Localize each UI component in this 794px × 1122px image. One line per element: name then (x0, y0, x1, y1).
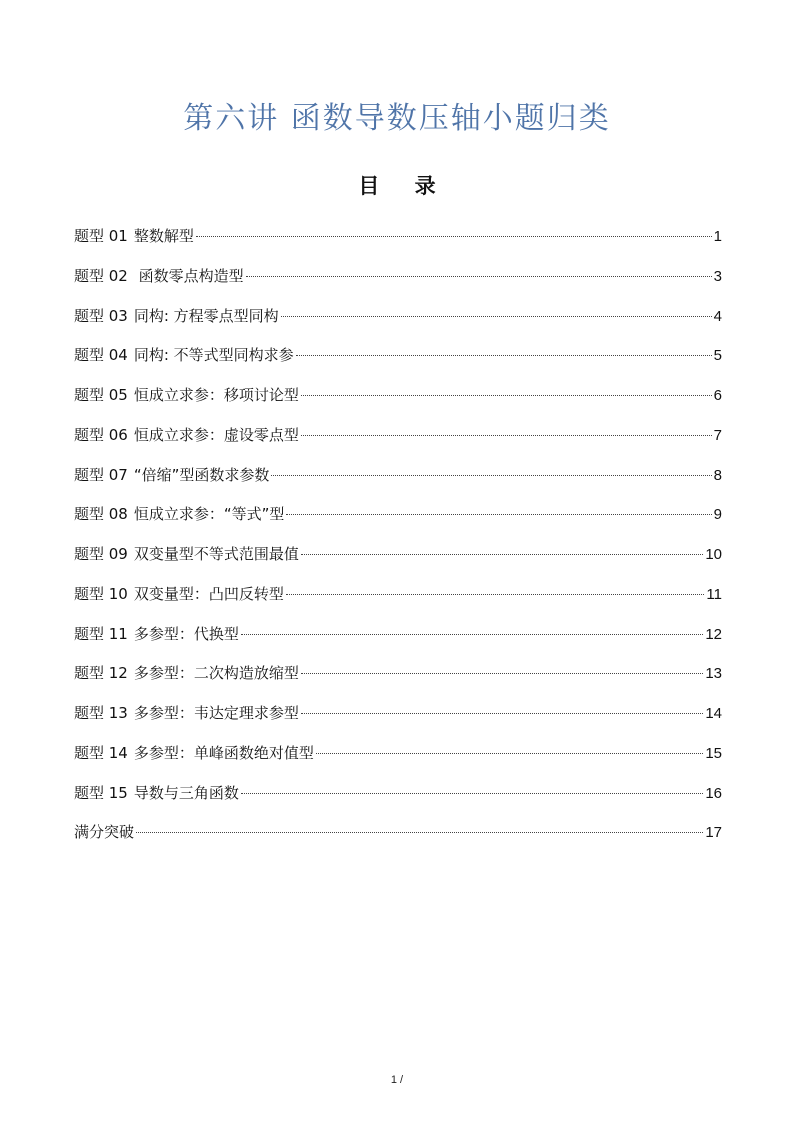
toc-page-number: 7 (713, 426, 722, 444)
toc-entry-tag: 题型 14 (74, 743, 128, 762)
toc-page-number: 3 (713, 267, 722, 285)
toc-leader-dots (301, 673, 703, 674)
toc-entry-tag: 题型 07 (74, 465, 128, 484)
toc-entry-label (74, 540, 299, 568)
toc-leader-dots (301, 713, 703, 714)
toc-leader-dots (281, 316, 712, 317)
toc-leader-dots (271, 475, 711, 476)
toc-entry-10[interactable] (74, 580, 722, 620)
document-title: 第六讲 函数导数压轴小题归类 (183, 101, 611, 136)
toc-entry-02[interactable] (74, 262, 722, 302)
toc-entry-tag: 题型 09 (74, 545, 128, 563)
toc-heading: 目 录 (358, 173, 450, 198)
toc-leader-dots (301, 554, 703, 555)
toc-leader-dots (196, 236, 712, 237)
toc-entry-text: 函数零点构造型 (133, 266, 244, 285)
toc-entry-06[interactable] (74, 421, 722, 461)
toc-entry-text: 同构: 方程零点型同构 (133, 306, 279, 325)
toc-entry-tag: 题型 03 (74, 306, 128, 325)
toc-entry-label (74, 222, 194, 250)
toc-entry-04[interactable] (74, 341, 722, 381)
toc-entry-tag: 题型 10 (74, 584, 128, 603)
toc-entry-tag: 题型 08 (74, 505, 128, 524)
toc-entry-text: 双变量型不等式范围最值 (133, 545, 299, 563)
toc-entry-text: 多参型：韦达定理求参型 (133, 704, 299, 722)
toc-entry-text: 同构: 不等式型同构求参 (133, 346, 294, 365)
toc-page-number: 1 (713, 228, 722, 245)
toc-leader-dots (241, 793, 703, 794)
toc-entry-text: 整数解型 (133, 227, 194, 245)
toc-page-number: 17 (705, 824, 722, 842)
toc-entry-13[interactable] (74, 699, 722, 739)
toc-entry-tag: 题型 04 (74, 346, 128, 365)
toc-leader-dots (286, 514, 711, 515)
toc-leader-dots (241, 634, 703, 635)
toc-entry-text: “倍缩”型函数求参数 (133, 465, 270, 484)
page-footer-number: 1 / (390, 1074, 404, 1086)
toc-entry-label (74, 302, 279, 330)
toc-entry-tag: 题型 12 (74, 664, 128, 683)
toc-entry-text: 恒成立求参：虚设零点型 (133, 425, 299, 444)
toc-page-number: 8 (713, 466, 722, 484)
toc-entry-05[interactable] (74, 381, 722, 421)
toc-entry-label (74, 779, 239, 807)
toc-entry-tag: 题型 15 (74, 783, 128, 802)
toc-page-number: 15 (705, 744, 722, 762)
toc-entry-text: 满分突破 (74, 823, 135, 842)
toc-page-number: 9 (713, 506, 722, 524)
toc-entry-08[interactable] (74, 500, 722, 540)
toc-entry-14[interactable] (74, 739, 722, 779)
toc-entry-label (74, 341, 294, 369)
toc-entry-text: 恒成立求参：移项讨论型 (133, 386, 299, 404)
toc-page-number: 14 (705, 705, 722, 722)
toc-entry-07[interactable] (74, 461, 722, 501)
toc-entry-text: 多参型：代换型 (133, 624, 239, 643)
toc-entry-text: 多参型：单峰函数绝对值型 (133, 743, 314, 762)
toc-leader-dots (301, 435, 712, 436)
toc-page-number: 12 (705, 625, 722, 643)
toc-entry-text: 多参型：二次构造放缩型 (133, 664, 299, 683)
toc-entry-tag: 题型 13 (74, 704, 128, 722)
toc-page-number: 5 (713, 347, 722, 365)
toc-entry-01[interactable] (74, 222, 722, 262)
toc-entry-label (74, 659, 299, 687)
toc-entry-full-score[interactable] (74, 818, 722, 858)
toc-entry-text: 双变量型：凸凹反转型 (133, 584, 284, 603)
toc-page-number: 4 (713, 307, 722, 325)
toc-leader-dots (296, 355, 712, 356)
toc-leader-dots (246, 276, 712, 277)
toc-leader-dots (286, 594, 705, 595)
toc-entry-label (74, 580, 284, 608)
toc-entry-text: 导数与三角函数 (133, 783, 239, 802)
toc-entry-tag: 题型 06 (74, 425, 128, 444)
toc-leader-dots (316, 753, 703, 754)
toc-entry-tag: 题型 11 (74, 624, 128, 643)
toc-leader-dots (301, 395, 712, 396)
toc-page-number: 10 (705, 546, 722, 563)
toc-page-number: 13 (705, 665, 722, 683)
toc-entry-label (74, 699, 299, 727)
toc-entry-tag: 题型 02 (74, 266, 128, 285)
toc-entry-label (74, 620, 239, 648)
toc-entry-label (74, 500, 284, 528)
toc-entry-tag: 题型 01 (74, 227, 128, 245)
toc-entry-label (74, 421, 299, 449)
toc-entry-12[interactable] (74, 659, 722, 699)
toc-entry-15[interactable] (74, 779, 722, 819)
toc-entry-tag: 题型 05 (74, 386, 128, 404)
toc-entry-11[interactable] (74, 620, 722, 660)
toc-entry-text: 恒成立求参：“等式”型 (133, 505, 285, 524)
toc-page-number: 6 (713, 387, 722, 404)
table-of-contents (74, 222, 722, 858)
toc-leader-dots (136, 832, 703, 833)
toc-entry-label (74, 818, 134, 846)
toc-page-number: 11 (706, 585, 722, 603)
toc-entry-09[interactable] (74, 540, 722, 580)
toc-entry-label (74, 739, 314, 767)
toc-entry-label (74, 381, 299, 409)
toc-page-number: 16 (705, 784, 722, 802)
toc-entry-label (74, 262, 244, 290)
toc-entry-03[interactable] (74, 302, 722, 342)
toc-entry-label (74, 461, 269, 489)
